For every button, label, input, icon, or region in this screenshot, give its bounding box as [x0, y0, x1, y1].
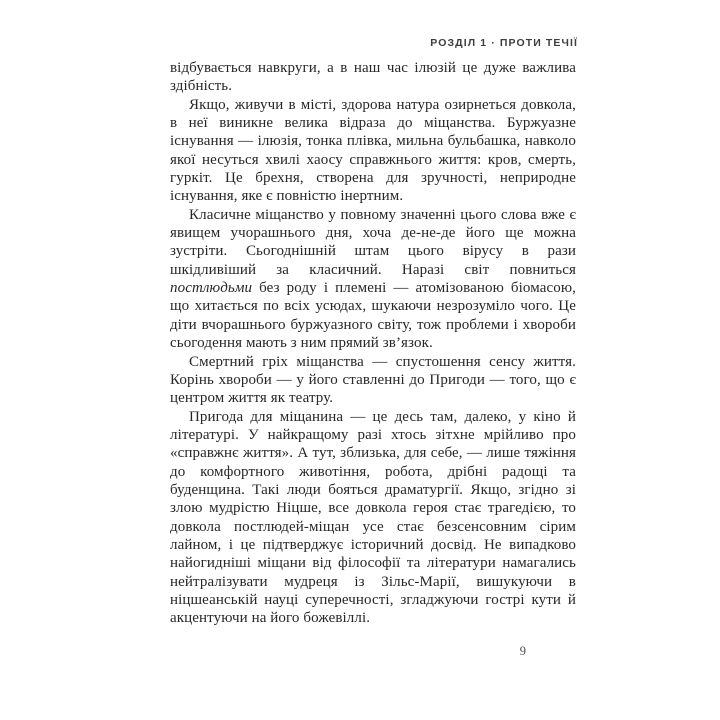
- paragraph: [170, 206, 576, 353]
- paragraph-text: без роду і племені — атомізованою біомасою, що хитається по всіх усюдах, шукаючи незрозуміло чого. Це діти вчорашнього буржуазного світу, тож проблеми і хвороби сьогодення мають з ним прямий зв’язок.: [170, 280, 576, 352]
- page-number: 9: [519, 644, 526, 658]
- paragraph: Смертний гріх міщанства — спустошення сенсу життя. Корінь хвороби — у його ставленні до Пригоди — того, що є центром життя як театру.: [170, 353, 576, 407]
- running-head: РОЗДІЛ 1 · ПРОТИ ТЕЧІЇ: [430, 37, 578, 49]
- paragraph-text: Класичне міщанство у повному значенні цього слова вже є явищем учорашнього дня, хоча де-не-де його ще можна зустріти. Сьогоднішній штам цього вірусу в рази шкідливіший за класичний. Наразі світ повниться: [170, 206, 576, 278]
- page-body-text: [170, 59, 576, 628]
- paragraph: Якщо, живучи в місті, здорова натура озирнеться довкола, в неї виникне велика відраза до міщанства. Буржуазне існування — ілюзія, тонка плівка, мильна бульбашка, навколо якої несуться хвилі хаосу справжнього життя: кров, смерть, гуркіт. Це брехня, створена для зручності, неприродне існування, яке є повністю інертним.: [170, 96, 576, 205]
- paragraph: Пригода для міщанина — це десь там, далеко, у кіно й літературі. У найкращому разі хтось зітхне мрійливо про «справжнє життя». А тут, зблизька, для себе, — лише тяжіння до комфортного животіння, робота, дрібні радощі та буденщина. Такі люди бояться драматургії. Якщо, згідно зі злою мудрістю Ніцше, все довкола героя стає трагедією, то довкола постлюдей-міщан усе стає безсенсовним сірим лайном, і це підтверджує історичний досвід. Не випадково найогидніші міщани від філософії та літератури намагались нейтралізувати мудреця із Зільс-Марії, вишукуючи в ніцшеанській науці суперечності, згладжуючи гострі кути й акцентуючи на його божевіллі.: [170, 408, 576, 627]
- paragraph-continuation: відбувається навкруги, а в наш час ілюзій це дуже важлива здібність.: [170, 60, 576, 95]
- italic-term: постлюдьми: [170, 280, 253, 297]
